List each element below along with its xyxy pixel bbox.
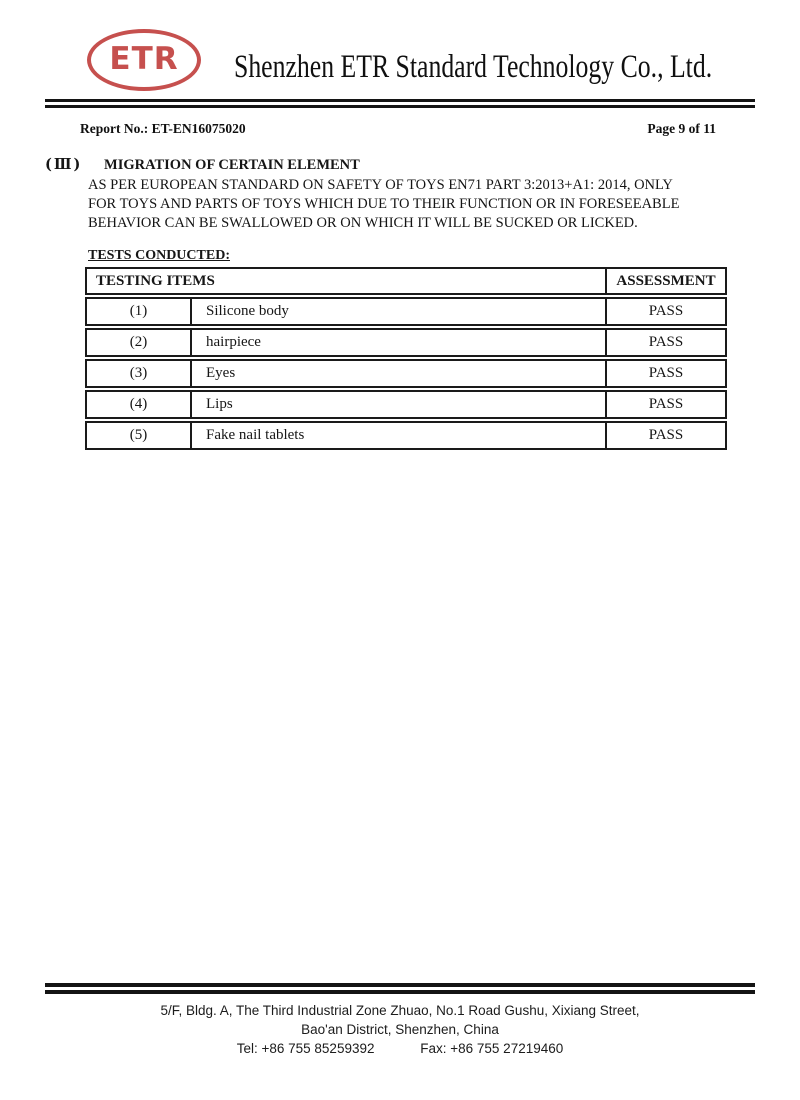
- etr-logo: [87, 29, 201, 91]
- section-body-line: BEHAVIOR CAN BE SWALLOWED OR ON WHICH IT WILL BE SUCKED OR LICKED.: [88, 215, 638, 231]
- row-assessment: PASS: [605, 361, 725, 386]
- table-row: [85, 421, 727, 450]
- section-body: [88, 176, 679, 233]
- section-title: MIGRATION OF CERTAIN ELEMENT: [104, 157, 360, 173]
- section-heading: [45, 156, 360, 174]
- footer-fax: Fax: +86 755 27219460: [420, 1041, 564, 1056]
- row-item: Fake nail tablets: [190, 423, 605, 448]
- row-assessment: PASS: [605, 330, 725, 355]
- row-assessment: PASS: [605, 299, 725, 324]
- row-number: (3): [129, 365, 148, 381]
- company-name: Shenzhen ETR Standard Technology Co., Ltd.: [234, 49, 713, 85]
- row-number: (4): [129, 396, 148, 412]
- row-assessment: PASS: [605, 423, 725, 448]
- header-divider: [45, 99, 755, 108]
- row-number: (2): [129, 334, 148, 350]
- tests-conducted-label: TESTS CONDUCTED:: [88, 248, 230, 263]
- footer: [0, 1001, 800, 1058]
- table-row: [85, 297, 727, 326]
- table-header-row: [85, 267, 727, 295]
- table-row: [85, 328, 727, 357]
- footer-contact: [0, 1039, 800, 1058]
- table-header-testing-items: TESTING ITEMS: [96, 272, 215, 289]
- table-row: [85, 359, 727, 388]
- footer-divider: [45, 983, 755, 994]
- row-number: (5): [129, 427, 148, 443]
- report-number: Report No.: ET-EN16075020: [80, 121, 246, 136]
- section-body-line: FOR TOYS AND PARTS OF TOYS WHICH DUE TO THEIR FUNCTION OR IN FORESEEABLE: [88, 196, 680, 212]
- tests-table: [85, 267, 727, 452]
- footer-address-line1: 5/F, Bldg. A, The Third Industrial Zone Zhuao, No.1 Road Gushu, Xixiang Street,: [160, 1003, 640, 1018]
- row-item: Eyes: [190, 361, 605, 386]
- row-assessment: PASS: [605, 392, 725, 417]
- table-row: [85, 390, 727, 419]
- row-item: Lips: [190, 392, 605, 417]
- table-header-assessment: ASSESSMENT: [605, 269, 725, 293]
- row-item: hairpiece: [190, 330, 605, 355]
- row-number: (1): [129, 303, 148, 319]
- section-body-line: AS PER EUROPEAN STANDARD ON SAFETY OF TOYS EN71 PART 3:2013+A1: 2014, ONLY: [88, 177, 673, 193]
- row-item: Silicone body: [190, 299, 605, 324]
- report-info-row: [80, 121, 716, 137]
- section-numeral: (Ⅲ): [45, 156, 83, 173]
- footer-tel: Tel: +86 755 85259392: [236, 1041, 375, 1056]
- etr-logo-text: ETR: [109, 40, 179, 77]
- footer-address-line2: Bao'an District, Shenzhen, China: [301, 1022, 499, 1037]
- page-number: Page 9 of 11: [647, 121, 716, 136]
